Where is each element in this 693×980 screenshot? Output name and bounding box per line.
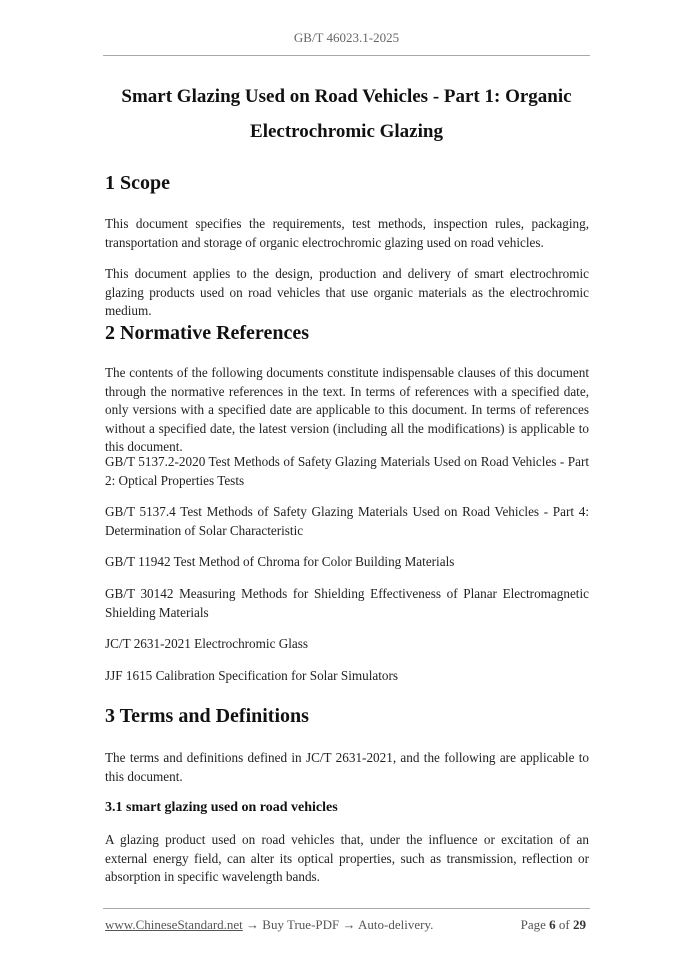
section-heading-scope: 1 Scope — [105, 172, 170, 194]
auto-delivery-text: Auto-delivery. — [358, 917, 434, 932]
running-header: GB/T 46023.1-2025 — [293, 30, 400, 45]
reference-item: JC/T 2631-2021 Electrochromic Glass — [105, 636, 309, 651]
arrow-right-icon: → — [246, 917, 260, 932]
page-current: 6 — [549, 917, 556, 932]
definition-3-1-text: A glazing product used on road vehicles that, under the influence or excitation of an external energy field, can alter its optical properties, such as transmission, reflection or absorption in specific wavelength bands. — [105, 832, 589, 884]
reference-item: JJF 1615 Calibration Specification for Solar Simulators — [105, 668, 399, 683]
scope-paragraph-1: This document specifies the requirements, test methods, inspection rules, packaging, transportation and storage of organic electrochromic glazing used on road vehicles. — [105, 216, 589, 250]
section-heading-terms-definitions: 3 Terms and Definitions — [105, 705, 309, 727]
page-label: Page — [520, 917, 546, 932]
page-number — [521, 917, 586, 933]
footer-rule — [103, 908, 590, 909]
of-label: of — [558, 917, 570, 932]
document-title-line-1: Smart Glazing Used on Road Vehicles - Part 1: Organic — [121, 86, 572, 107]
section-heading-normative-references: 2 Normative References — [105, 322, 309, 344]
reference-item: GB/T 11942 Test Method of Chroma for Color Building Materials — [105, 554, 455, 569]
page-footer — [105, 917, 590, 933]
chinese-standard-link[interactable]: www.ChineseStandard.net — [105, 917, 243, 932]
reference-item: GB/T 30142 Measuring Methods for Shielding Effectiveness of Planar Electromagnetic Shielding Materials — [105, 586, 589, 620]
reference-item: GB/T 5137.4 Test Methods of Safety Glazing Materials Used on Road Vehicles - Part 4: Determination of Solar Characteristic — [105, 504, 589, 538]
arrow-right-icon: → — [342, 917, 356, 932]
buy-true-pdf-text: Buy True-PDF — [262, 917, 340, 932]
document-title-line-2: Electrochromic Glazing — [250, 121, 443, 142]
reference-item: GB/T 5137.2-2020 Test Methods of Safety Glazing Materials Used on Road Vehicles - Part 2: Optical Properties Tests — [105, 454, 589, 488]
terms-definitions-intro: The terms and definitions defined in JC/T 2631-2021, and the following are applicable to this document. — [105, 750, 589, 784]
scope-paragraph-2: This document applies to the design, production and delivery of smart electrochromic glazing products used on road vehicles that use organic materials as the electrochromic medium. — [105, 266, 589, 318]
subsection-heading-3-1: 3.1 smart glazing used on road vehicles — [105, 800, 338, 815]
page-total: 29 — [573, 917, 586, 932]
header-rule — [103, 55, 590, 56]
normative-references-intro: The contents of the following documents constitute indispensable clauses of this document through the normative references in the text. In terms of references with a specified date, only versions with a specified date are applicable to this document. In terms of references without a specified date, the latest version (including all the modifications) is applicable to this document. — [105, 365, 589, 454]
